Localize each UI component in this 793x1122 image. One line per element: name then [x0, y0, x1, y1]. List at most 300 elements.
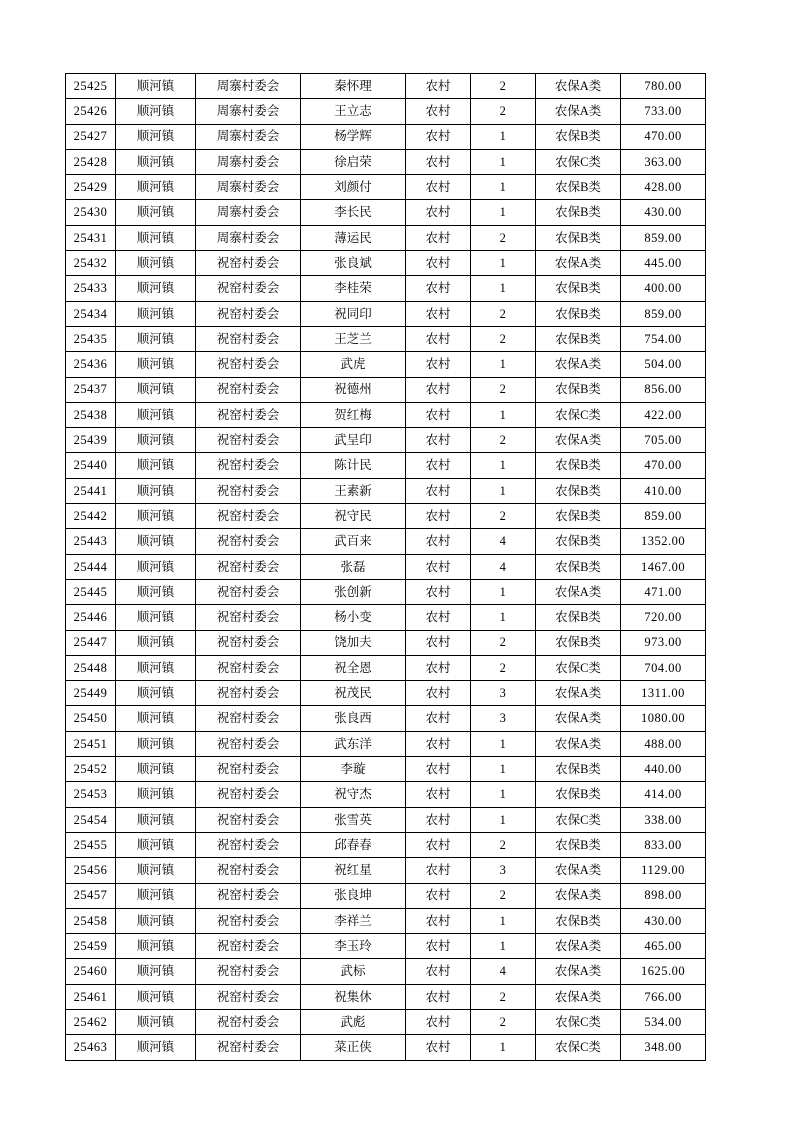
cell-residence-type: 农村 [406, 630, 471, 655]
cell-insurance-category: 农保A类 [536, 99, 621, 124]
cell-amount: 534.00 [621, 1009, 706, 1034]
cell-id: 25438 [66, 402, 116, 427]
cell-residence-type: 农村 [406, 832, 471, 857]
cell-person-count: 4 [471, 554, 536, 579]
table-row [66, 782, 706, 807]
cell-residence-type: 农村 [406, 377, 471, 402]
cell-person-count: 2 [471, 377, 536, 402]
cell-person-count: 1 [471, 908, 536, 933]
table-row [66, 832, 706, 857]
cell-id: 25425 [66, 74, 116, 99]
cell-insurance-category: 农保B类 [536, 326, 621, 351]
table-row [66, 276, 706, 301]
cell-town: 顺河镇 [116, 605, 196, 630]
cell-person-count: 1 [471, 934, 536, 959]
table-row [66, 504, 706, 529]
cell-person-count: 2 [471, 883, 536, 908]
cell-village-committee: 周寨村委会 [196, 149, 301, 174]
cell-insurance-category: 农保A类 [536, 706, 621, 731]
cell-town: 顺河镇 [116, 883, 196, 908]
table-row [66, 74, 706, 99]
cell-id: 25427 [66, 124, 116, 149]
cell-person-name: 武虎 [301, 352, 406, 377]
cell-person-count: 1 [471, 124, 536, 149]
cell-insurance-category: 农保C类 [536, 807, 621, 832]
cell-id: 25447 [66, 630, 116, 655]
table-row [66, 402, 706, 427]
cell-village-committee: 祝窑村委会 [196, 529, 301, 554]
cell-amount: 440.00 [621, 757, 706, 782]
cell-town: 顺河镇 [116, 402, 196, 427]
table-row [66, 175, 706, 200]
table-row [66, 1035, 706, 1060]
cell-insurance-category: 农保A类 [536, 959, 621, 984]
cell-person-name: 武彪 [301, 1009, 406, 1034]
cell-person-count: 3 [471, 681, 536, 706]
cell-id: 25439 [66, 428, 116, 453]
cell-town: 顺河镇 [116, 757, 196, 782]
cell-residence-type: 农村 [406, 908, 471, 933]
cell-amount: 754.00 [621, 326, 706, 351]
cell-town: 顺河镇 [116, 478, 196, 503]
cell-insurance-category: 农保B类 [536, 504, 621, 529]
cell-id: 25432 [66, 251, 116, 276]
cell-town: 顺河镇 [116, 832, 196, 857]
cell-insurance-category: 农保A类 [536, 352, 621, 377]
cell-town: 顺河镇 [116, 99, 196, 124]
cell-person-count: 1 [471, 757, 536, 782]
cell-person-name: 张雪英 [301, 807, 406, 832]
cell-town: 顺河镇 [116, 782, 196, 807]
cell-insurance-category: 农保B类 [536, 200, 621, 225]
cell-insurance-category: 农保B类 [536, 782, 621, 807]
cell-person-name: 贺红梅 [301, 402, 406, 427]
cell-person-name: 刘颜付 [301, 175, 406, 200]
cell-residence-type: 农村 [406, 504, 471, 529]
cell-insurance-category: 农保B类 [536, 225, 621, 250]
cell-village-committee: 祝窑村委会 [196, 731, 301, 756]
cell-town: 顺河镇 [116, 579, 196, 604]
cell-residence-type: 农村 [406, 200, 471, 225]
cell-person-count: 2 [471, 428, 536, 453]
table-row [66, 529, 706, 554]
cell-person-name: 张创新 [301, 579, 406, 604]
cell-person-name: 祝守杰 [301, 782, 406, 807]
cell-insurance-category: 农保B类 [536, 605, 621, 630]
cell-residence-type: 农村 [406, 681, 471, 706]
cell-person-name: 徐启荣 [301, 149, 406, 174]
cell-id: 25440 [66, 453, 116, 478]
cell-amount: 1625.00 [621, 959, 706, 984]
cell-town: 顺河镇 [116, 453, 196, 478]
cell-amount: 859.00 [621, 504, 706, 529]
cell-village-committee: 祝窑村委会 [196, 605, 301, 630]
cell-id: 25459 [66, 934, 116, 959]
cell-town: 顺河镇 [116, 681, 196, 706]
cell-person-name: 杨小变 [301, 605, 406, 630]
cell-insurance-category: 农保B类 [536, 529, 621, 554]
cell-id: 25461 [66, 984, 116, 1009]
cell-village-committee: 祝窑村委会 [196, 630, 301, 655]
cell-person-name: 武百来 [301, 529, 406, 554]
cell-person-count: 1 [471, 352, 536, 377]
cell-residence-type: 农村 [406, 934, 471, 959]
cell-town: 顺河镇 [116, 554, 196, 579]
cell-person-name: 祝茂民 [301, 681, 406, 706]
cell-residence-type: 农村 [406, 706, 471, 731]
cell-id: 25463 [66, 1035, 116, 1060]
cell-insurance-category: 农保A类 [536, 428, 621, 453]
cell-person-name: 王芝兰 [301, 326, 406, 351]
cell-village-committee: 祝窑村委会 [196, 984, 301, 1009]
cell-id: 25455 [66, 832, 116, 857]
cell-insurance-category: 农保B类 [536, 478, 621, 503]
cell-amount: 445.00 [621, 251, 706, 276]
cell-person-name: 祝集休 [301, 984, 406, 1009]
cell-town: 顺河镇 [116, 352, 196, 377]
table-row [66, 655, 706, 680]
cell-amount: 973.00 [621, 630, 706, 655]
cell-town: 顺河镇 [116, 149, 196, 174]
cell-residence-type: 农村 [406, 731, 471, 756]
table-row [66, 301, 706, 326]
cell-village-committee: 祝窑村委会 [196, 554, 301, 579]
cell-amount: 488.00 [621, 731, 706, 756]
cell-insurance-category: 农保A类 [536, 883, 621, 908]
cell-village-committee: 祝窑村委会 [196, 1035, 301, 1060]
cell-insurance-category: 农保A类 [536, 74, 621, 99]
cell-amount: 780.00 [621, 74, 706, 99]
cell-insurance-category: 农保C类 [536, 1035, 621, 1060]
cell-residence-type: 农村 [406, 251, 471, 276]
cell-id: 25434 [66, 301, 116, 326]
cell-amount: 471.00 [621, 579, 706, 604]
cell-amount: 338.00 [621, 807, 706, 832]
cell-person-count: 1 [471, 175, 536, 200]
cell-person-name: 杨学辉 [301, 124, 406, 149]
cell-person-name: 李祥兰 [301, 908, 406, 933]
cell-village-committee: 祝窑村委会 [196, 453, 301, 478]
cell-id: 25446 [66, 605, 116, 630]
cell-amount: 766.00 [621, 984, 706, 1009]
cell-id: 25429 [66, 175, 116, 200]
cell-town: 顺河镇 [116, 807, 196, 832]
cell-insurance-category: 农保B类 [536, 453, 621, 478]
cell-amount: 705.00 [621, 428, 706, 453]
cell-person-count: 2 [471, 99, 536, 124]
cell-person-name: 祝同印 [301, 301, 406, 326]
cell-person-count: 2 [471, 74, 536, 99]
table-row [66, 352, 706, 377]
cell-insurance-category: 农保A类 [536, 681, 621, 706]
table-row [66, 883, 706, 908]
cell-village-committee: 祝窑村委会 [196, 757, 301, 782]
cell-village-committee: 祝窑村委会 [196, 251, 301, 276]
cell-id: 25450 [66, 706, 116, 731]
cell-residence-type: 农村 [406, 1009, 471, 1034]
cell-town: 顺河镇 [116, 630, 196, 655]
cell-id: 25431 [66, 225, 116, 250]
cell-insurance-category: 农保C类 [536, 1009, 621, 1034]
cell-person-count: 1 [471, 200, 536, 225]
cell-person-name: 王素新 [301, 478, 406, 503]
cell-residence-type: 农村 [406, 579, 471, 604]
cell-village-committee: 周寨村委会 [196, 175, 301, 200]
cell-town: 顺河镇 [116, 731, 196, 756]
table-row [66, 428, 706, 453]
cell-village-committee: 祝窑村委会 [196, 1009, 301, 1034]
cell-id: 25428 [66, 149, 116, 174]
cell-insurance-category: 农保B类 [536, 908, 621, 933]
cell-person-name: 张磊 [301, 554, 406, 579]
cell-person-count: 1 [471, 149, 536, 174]
table-row [66, 681, 706, 706]
cell-residence-type: 农村 [406, 175, 471, 200]
cell-residence-type: 农村 [406, 529, 471, 554]
cell-id: 25433 [66, 276, 116, 301]
cell-person-count: 2 [471, 832, 536, 857]
cell-residence-type: 农村 [406, 554, 471, 579]
cell-person-name: 菜正侠 [301, 1035, 406, 1060]
cell-amount: 400.00 [621, 276, 706, 301]
cell-person-count: 3 [471, 706, 536, 731]
cell-village-committee: 祝窑村委会 [196, 858, 301, 883]
cell-person-count: 2 [471, 984, 536, 1009]
cell-person-name: 薄运民 [301, 225, 406, 250]
cell-village-committee: 周寨村委会 [196, 124, 301, 149]
table-row [66, 630, 706, 655]
cell-residence-type: 农村 [406, 402, 471, 427]
cell-amount: 1467.00 [621, 554, 706, 579]
cell-village-committee: 祝窑村委会 [196, 934, 301, 959]
cell-insurance-category: 农保B类 [536, 554, 621, 579]
cell-town: 顺河镇 [116, 1035, 196, 1060]
cell-id: 25462 [66, 1009, 116, 1034]
cell-amount: 414.00 [621, 782, 706, 807]
table-row [66, 554, 706, 579]
cell-town: 顺河镇 [116, 124, 196, 149]
cell-id: 25449 [66, 681, 116, 706]
cell-village-committee: 祝窑村委会 [196, 655, 301, 680]
cell-residence-type: 农村 [406, 149, 471, 174]
table-row [66, 934, 706, 959]
cell-person-name: 邱春春 [301, 832, 406, 857]
cell-amount: 1352.00 [621, 529, 706, 554]
cell-amount: 465.00 [621, 934, 706, 959]
cell-insurance-category: 农保C类 [536, 149, 621, 174]
cell-person-name: 王立志 [301, 99, 406, 124]
cell-insurance-category: 农保C类 [536, 655, 621, 680]
cell-person-count: 1 [471, 605, 536, 630]
cell-village-committee: 祝窑村委会 [196, 782, 301, 807]
cell-id: 25436 [66, 352, 116, 377]
table-row [66, 251, 706, 276]
cell-insurance-category: 农保A类 [536, 858, 621, 883]
cell-town: 顺河镇 [116, 908, 196, 933]
cell-amount: 428.00 [621, 175, 706, 200]
cell-amount: 1080.00 [621, 706, 706, 731]
cell-village-committee: 祝窑村委会 [196, 706, 301, 731]
cell-town: 顺河镇 [116, 984, 196, 1009]
cell-insurance-category: 农保A类 [536, 984, 621, 1009]
cell-residence-type: 农村 [406, 326, 471, 351]
cell-village-committee: 周寨村委会 [196, 99, 301, 124]
cell-person-name: 饶加夫 [301, 630, 406, 655]
cell-village-committee: 祝窑村委会 [196, 428, 301, 453]
cell-person-name: 秦怀理 [301, 74, 406, 99]
cell-insurance-category: 农保A类 [536, 251, 621, 276]
cell-amount: 348.00 [621, 1035, 706, 1060]
cell-insurance-category: 农保B类 [536, 630, 621, 655]
cell-id: 25445 [66, 579, 116, 604]
cell-residence-type: 农村 [406, 605, 471, 630]
cell-person-count: 2 [471, 655, 536, 680]
cell-town: 顺河镇 [116, 1009, 196, 1034]
table-row [66, 453, 706, 478]
cell-village-committee: 祝窑村委会 [196, 807, 301, 832]
cell-person-name: 李玉玲 [301, 934, 406, 959]
cell-person-count: 1 [471, 782, 536, 807]
cell-town: 顺河镇 [116, 301, 196, 326]
cell-village-committee: 祝窑村委会 [196, 883, 301, 908]
cell-person-count: 1 [471, 276, 536, 301]
cell-id: 25435 [66, 326, 116, 351]
records-table [65, 73, 706, 1061]
cell-residence-type: 农村 [406, 276, 471, 301]
table-row [66, 377, 706, 402]
table-row [66, 579, 706, 604]
cell-id: 25458 [66, 908, 116, 933]
cell-id: 25437 [66, 377, 116, 402]
cell-person-count: 2 [471, 504, 536, 529]
cell-residence-type: 农村 [406, 807, 471, 832]
cell-id: 25430 [66, 200, 116, 225]
cell-insurance-category: 农保A类 [536, 579, 621, 604]
cell-insurance-category: 农保B类 [536, 175, 621, 200]
cell-insurance-category: 农保A类 [536, 731, 621, 756]
cell-person-name: 李桂荣 [301, 276, 406, 301]
cell-amount: 504.00 [621, 352, 706, 377]
cell-residence-type: 农村 [406, 74, 471, 99]
cell-id: 25453 [66, 782, 116, 807]
cell-person-name: 祝德州 [301, 377, 406, 402]
cell-id: 25460 [66, 959, 116, 984]
cell-residence-type: 农村 [406, 655, 471, 680]
cell-town: 顺河镇 [116, 175, 196, 200]
table-row [66, 807, 706, 832]
cell-village-committee: 祝窑村委会 [196, 579, 301, 604]
cell-town: 顺河镇 [116, 326, 196, 351]
cell-person-name: 张良坤 [301, 883, 406, 908]
cell-town: 顺河镇 [116, 706, 196, 731]
cell-town: 顺河镇 [116, 276, 196, 301]
cell-person-count: 4 [471, 959, 536, 984]
cell-amount: 430.00 [621, 908, 706, 933]
cell-residence-type: 农村 [406, 1035, 471, 1060]
cell-person-name: 祝全恩 [301, 655, 406, 680]
table-body [66, 74, 706, 1061]
cell-person-count: 1 [471, 731, 536, 756]
cell-id: 25441 [66, 478, 116, 503]
cell-town: 顺河镇 [116, 934, 196, 959]
cell-id: 25454 [66, 807, 116, 832]
cell-town: 顺河镇 [116, 655, 196, 680]
cell-person-name: 武东洋 [301, 731, 406, 756]
table-row [66, 605, 706, 630]
cell-amount: 410.00 [621, 478, 706, 503]
cell-person-name: 祝红星 [301, 858, 406, 883]
cell-person-name: 祝守民 [301, 504, 406, 529]
cell-residence-type: 农村 [406, 428, 471, 453]
cell-id: 25456 [66, 858, 116, 883]
cell-town: 顺河镇 [116, 74, 196, 99]
cell-residence-type: 农村 [406, 124, 471, 149]
cell-town: 顺河镇 [116, 200, 196, 225]
cell-village-committee: 周寨村委会 [196, 225, 301, 250]
cell-village-committee: 周寨村委会 [196, 200, 301, 225]
table-row [66, 984, 706, 1009]
cell-person-name: 李长民 [301, 200, 406, 225]
cell-id: 25444 [66, 554, 116, 579]
cell-town: 顺河镇 [116, 428, 196, 453]
table-row [66, 200, 706, 225]
cell-village-committee: 祝窑村委会 [196, 377, 301, 402]
cell-amount: 470.00 [621, 124, 706, 149]
table-row [66, 326, 706, 351]
cell-village-committee: 祝窑村委会 [196, 352, 301, 377]
cell-village-committee: 祝窑村委会 [196, 681, 301, 706]
cell-person-count: 4 [471, 529, 536, 554]
cell-village-committee: 祝窑村委会 [196, 276, 301, 301]
cell-amount: 363.00 [621, 149, 706, 174]
cell-person-count: 2 [471, 301, 536, 326]
cell-village-committee: 祝窑村委会 [196, 832, 301, 857]
cell-amount: 856.00 [621, 377, 706, 402]
table-row [66, 908, 706, 933]
cell-town: 顺河镇 [116, 959, 196, 984]
cell-insurance-category: 农保A类 [536, 934, 621, 959]
cell-residence-type: 农村 [406, 225, 471, 250]
cell-person-count: 1 [471, 807, 536, 832]
cell-person-count: 2 [471, 630, 536, 655]
cell-person-name: 李璇 [301, 757, 406, 782]
cell-person-name: 张良西 [301, 706, 406, 731]
table-row [66, 124, 706, 149]
cell-person-count: 1 [471, 478, 536, 503]
cell-person-count: 2 [471, 225, 536, 250]
cell-residence-type: 农村 [406, 99, 471, 124]
cell-amount: 1129.00 [621, 858, 706, 883]
cell-amount: 1311.00 [621, 681, 706, 706]
cell-insurance-category: 农保B类 [536, 757, 621, 782]
cell-village-committee: 祝窑村委会 [196, 326, 301, 351]
table-row [66, 99, 706, 124]
cell-residence-type: 农村 [406, 301, 471, 326]
cell-person-name: 张良斌 [301, 251, 406, 276]
table-row [66, 478, 706, 503]
cell-amount: 833.00 [621, 832, 706, 857]
cell-village-committee: 祝窑村委会 [196, 402, 301, 427]
cell-id: 25448 [66, 655, 116, 680]
cell-amount: 430.00 [621, 200, 706, 225]
cell-residence-type: 农村 [406, 782, 471, 807]
cell-insurance-category: 农保B类 [536, 124, 621, 149]
cell-residence-type: 农村 [406, 352, 471, 377]
cell-insurance-category: 农保B类 [536, 377, 621, 402]
cell-insurance-category: 农保B类 [536, 301, 621, 326]
cell-insurance-category: 农保C类 [536, 402, 621, 427]
cell-village-committee: 祝窑村委会 [196, 301, 301, 326]
